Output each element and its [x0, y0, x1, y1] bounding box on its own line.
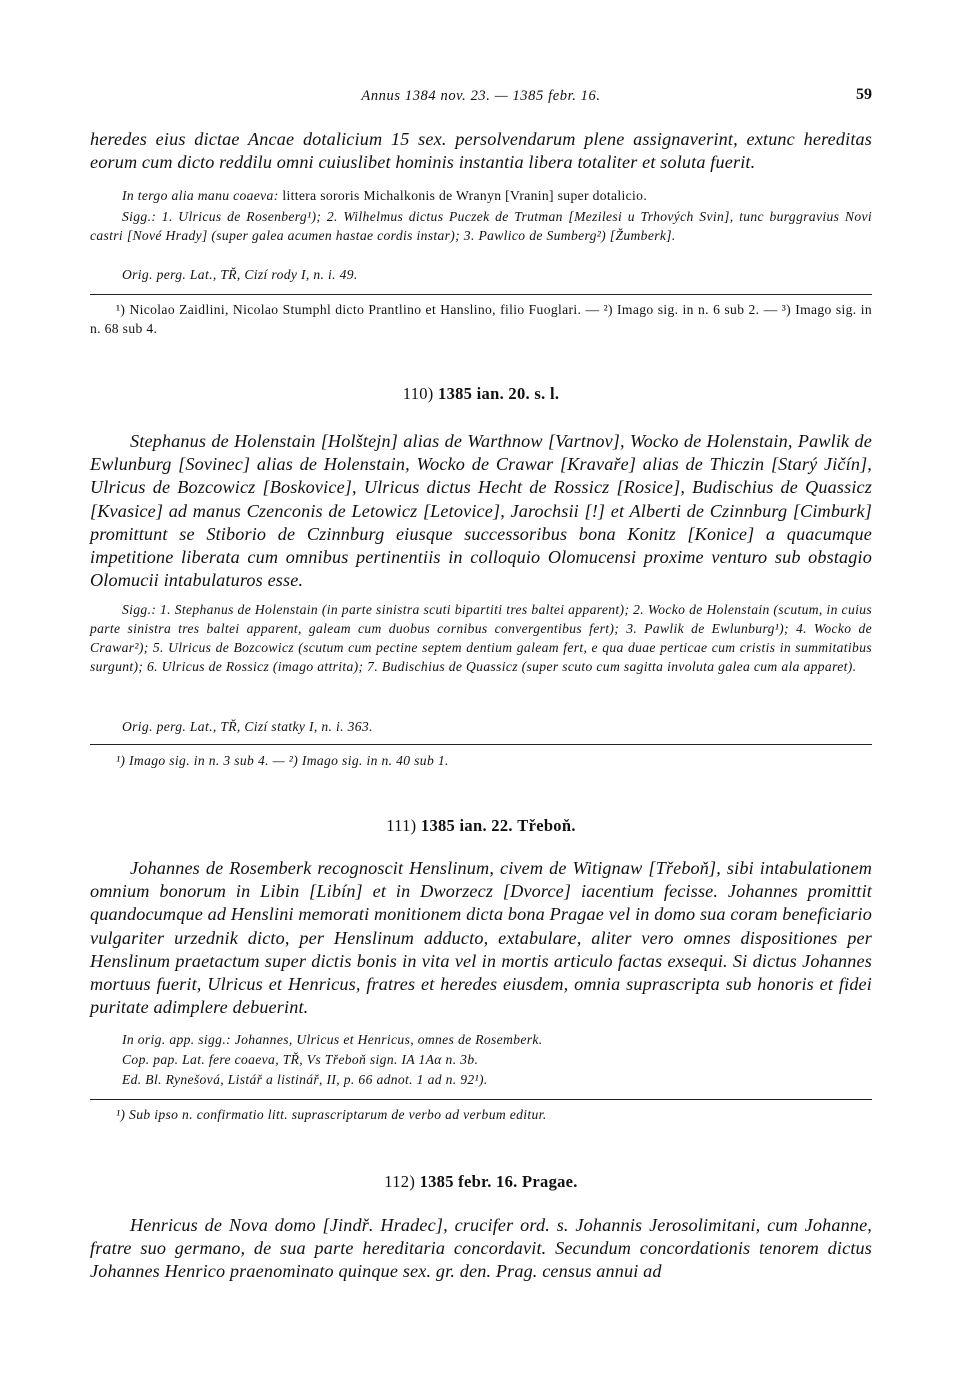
heading-date: 1385 febr. 16.	[419, 1172, 518, 1191]
heading-place: Třeboň.	[517, 816, 576, 835]
dorsal-note	[90, 186, 872, 205]
footnote-rule	[90, 294, 872, 295]
document-heading-111	[90, 816, 872, 836]
footnote	[90, 300, 872, 338]
continued-text: heredes eius dictae Ancae dotalicium 15 sex. persolvendarum plene assignaverint, extunc hereditas eorum cum dicto reddilu omni cuiuslibet hominis instantia libera totaliter et soluta fuerit.	[90, 129, 872, 173]
footnote-rule-111	[90, 1099, 872, 1100]
copy-reference-111: Cop. pap. Lat. fere coaeva, TŘ, Vs Třeboň sign. IA 1Aα n. 3b.	[122, 1052, 479, 1067]
heading-number: 112)	[384, 1172, 416, 1191]
dorsal-note-text: littera sororis Michalkonis de Wranyn [Vranin] super dotalicio.	[278, 188, 648, 203]
document-heading-110	[90, 384, 872, 404]
footnote-italic: Imago sig. in n. 6 sub 2. — ³) Imago sig. in n. 68 sub 4.	[90, 302, 872, 336]
running-head	[90, 88, 872, 110]
seals-note-111: In orig. app. sigg.: Johannes, Ulricus et Henricus, omnes de Rosemberk.	[122, 1032, 543, 1047]
footnote-111: ¹) Sub ipso n. confirmatio litt. suprascriptarum de verbo ad verbum editur.	[116, 1107, 547, 1122]
footnote-110: ¹) Imago sig. in n. 3 sub 4. — ²) Imago sig. in n. 40 sub 1.	[116, 753, 449, 768]
heading-number: 111)	[386, 816, 417, 835]
original-reference: Orig. perg. Lat., TŘ, Cizí rody I, n. i. 49.	[122, 267, 358, 282]
seals-description: Sigg.: 1. Ulricus de Rosenberg¹); 2. Wilhelmus dictus Puczek de Trutman [Mezilesi u Trhových Svin], tunc burggravius Novi castri [Nové Hrady] (super galea acumen hastae cordis instar); 3. Pawlico de Sumberg²) [Žumberk].	[90, 209, 872, 243]
heading-date: 1385 ian. 20. s. l.	[438, 384, 560, 403]
original-reference-110: Orig. perg. Lat., TŘ, Cizí statky I, n. i. 363.	[122, 719, 373, 734]
document-heading-112	[90, 1172, 872, 1192]
footnote-text: ¹) Nicolao Zaidlini, Nicolao Stumphl dicto Prantlino et Hanslino, filio Fuoglari. — ²)	[116, 302, 613, 317]
running-title: Annus 1384 nov. 23. — 1385 febr. 16.	[361, 88, 601, 104]
edition-reference-111: Ed. Bl. Rynešová, Listář a listinář, II, p. 66 adnot. 1 ad n. 92¹).	[122, 1072, 488, 1087]
dorsal-note-label: In tergo alia manu coaeva:	[122, 188, 279, 203]
page-number: 59	[856, 86, 872, 103]
footnote-rule-110	[90, 744, 872, 745]
heading-number: 110)	[402, 384, 434, 403]
document-text-112: Henricus de Nova domo [Jindř. Hradec], crucifer ord. s. Johannis Jerosolimitani, cum Johanne, fratre suo germano, de sua parte hereditaria concordavit. Secundum concordationis tenorem dictus Johannes Henrico praenominato quinque sex. gr. den. Prag. census annui ad	[90, 1215, 872, 1282]
heading-place: Pragae.	[522, 1172, 578, 1191]
document-text-111: Johannes de Rosemberk recognoscit Henslinum, civem de Witignaw [Třeboň], sibi intabulationem omnium bonorum in Libin [Libín] et in Dworzecz [Dvorce] iacentium fecisse. Johannes promittit quandocumque ad Henslini memorati monitionem dicta bona Pragae vel in domo sua coram beneficiario vulgariter urzednik dicto, per Henslinum adducto, extabulare, aliter vero omnes dispositiones per Henslinum praetactum super dictis bonis in vita vel in mortis articulo factas exsequi. Si dictus Johannes mortuus fuerit, Ulricus et Henricus, fratres et heredes eiusdem, omnia suprascripta sub honoris et fidei puritate adimplere debuerint.	[90, 858, 872, 1018]
seals-description-110: Sigg.: 1. Stephanus de Holenstain (in parte sinistra scuti bipartiti tres baltei apparent); 2. Wocko de Holenstain (scutum, in cuius parte sinistra tres baltei apparent, galeam cum duobus cornibus convergentibus fert); 3. Pawlik de Ewlunburg¹); 4. Wocko de Crawar²); 5. Ulricus de Bozcowicz (scutum cum pectine septem dentium galeam fert, e qua duae perticae cum cristis in summitatibus surgunt); 6. Ulricus de Rossicz (imago attrita); 7. Budischius de Quassicz (super scuto cum sagitta involuta galea cum ala apparet).	[90, 602, 872, 674]
document-text-110: Stephanus de Holenstain [Holštejn] alias de Warthnow [Vartnov], Wocko de Holenstain, Pawlik de Ewlunburg [Sovinec] alias de Holenstain, Wocko de Crawar [Kravaře] alias de Thiczin [Starý Jičín], Ulricus de Bozcowicz [Boskovice], Ulricus dictus Hecht de Rossicz [Rosice], Budischius de Quassicz [Kvasice] ad manus Czenconis de Letowicz [Letovice], Jarochsii [!] et Alberti de Czinnburg [Cimburk] promittunt se Stiborio de Czinnburg eiusque successoribus bona Konitz [Konice] a quacumque impetitione liberata cum omnibus pertinentiis in colloquio Olomucensi proxime venturo sub obstagio Olomucii intabulaturos esse.	[90, 431, 872, 591]
heading-date: 1385 ian. 22.	[420, 816, 513, 835]
